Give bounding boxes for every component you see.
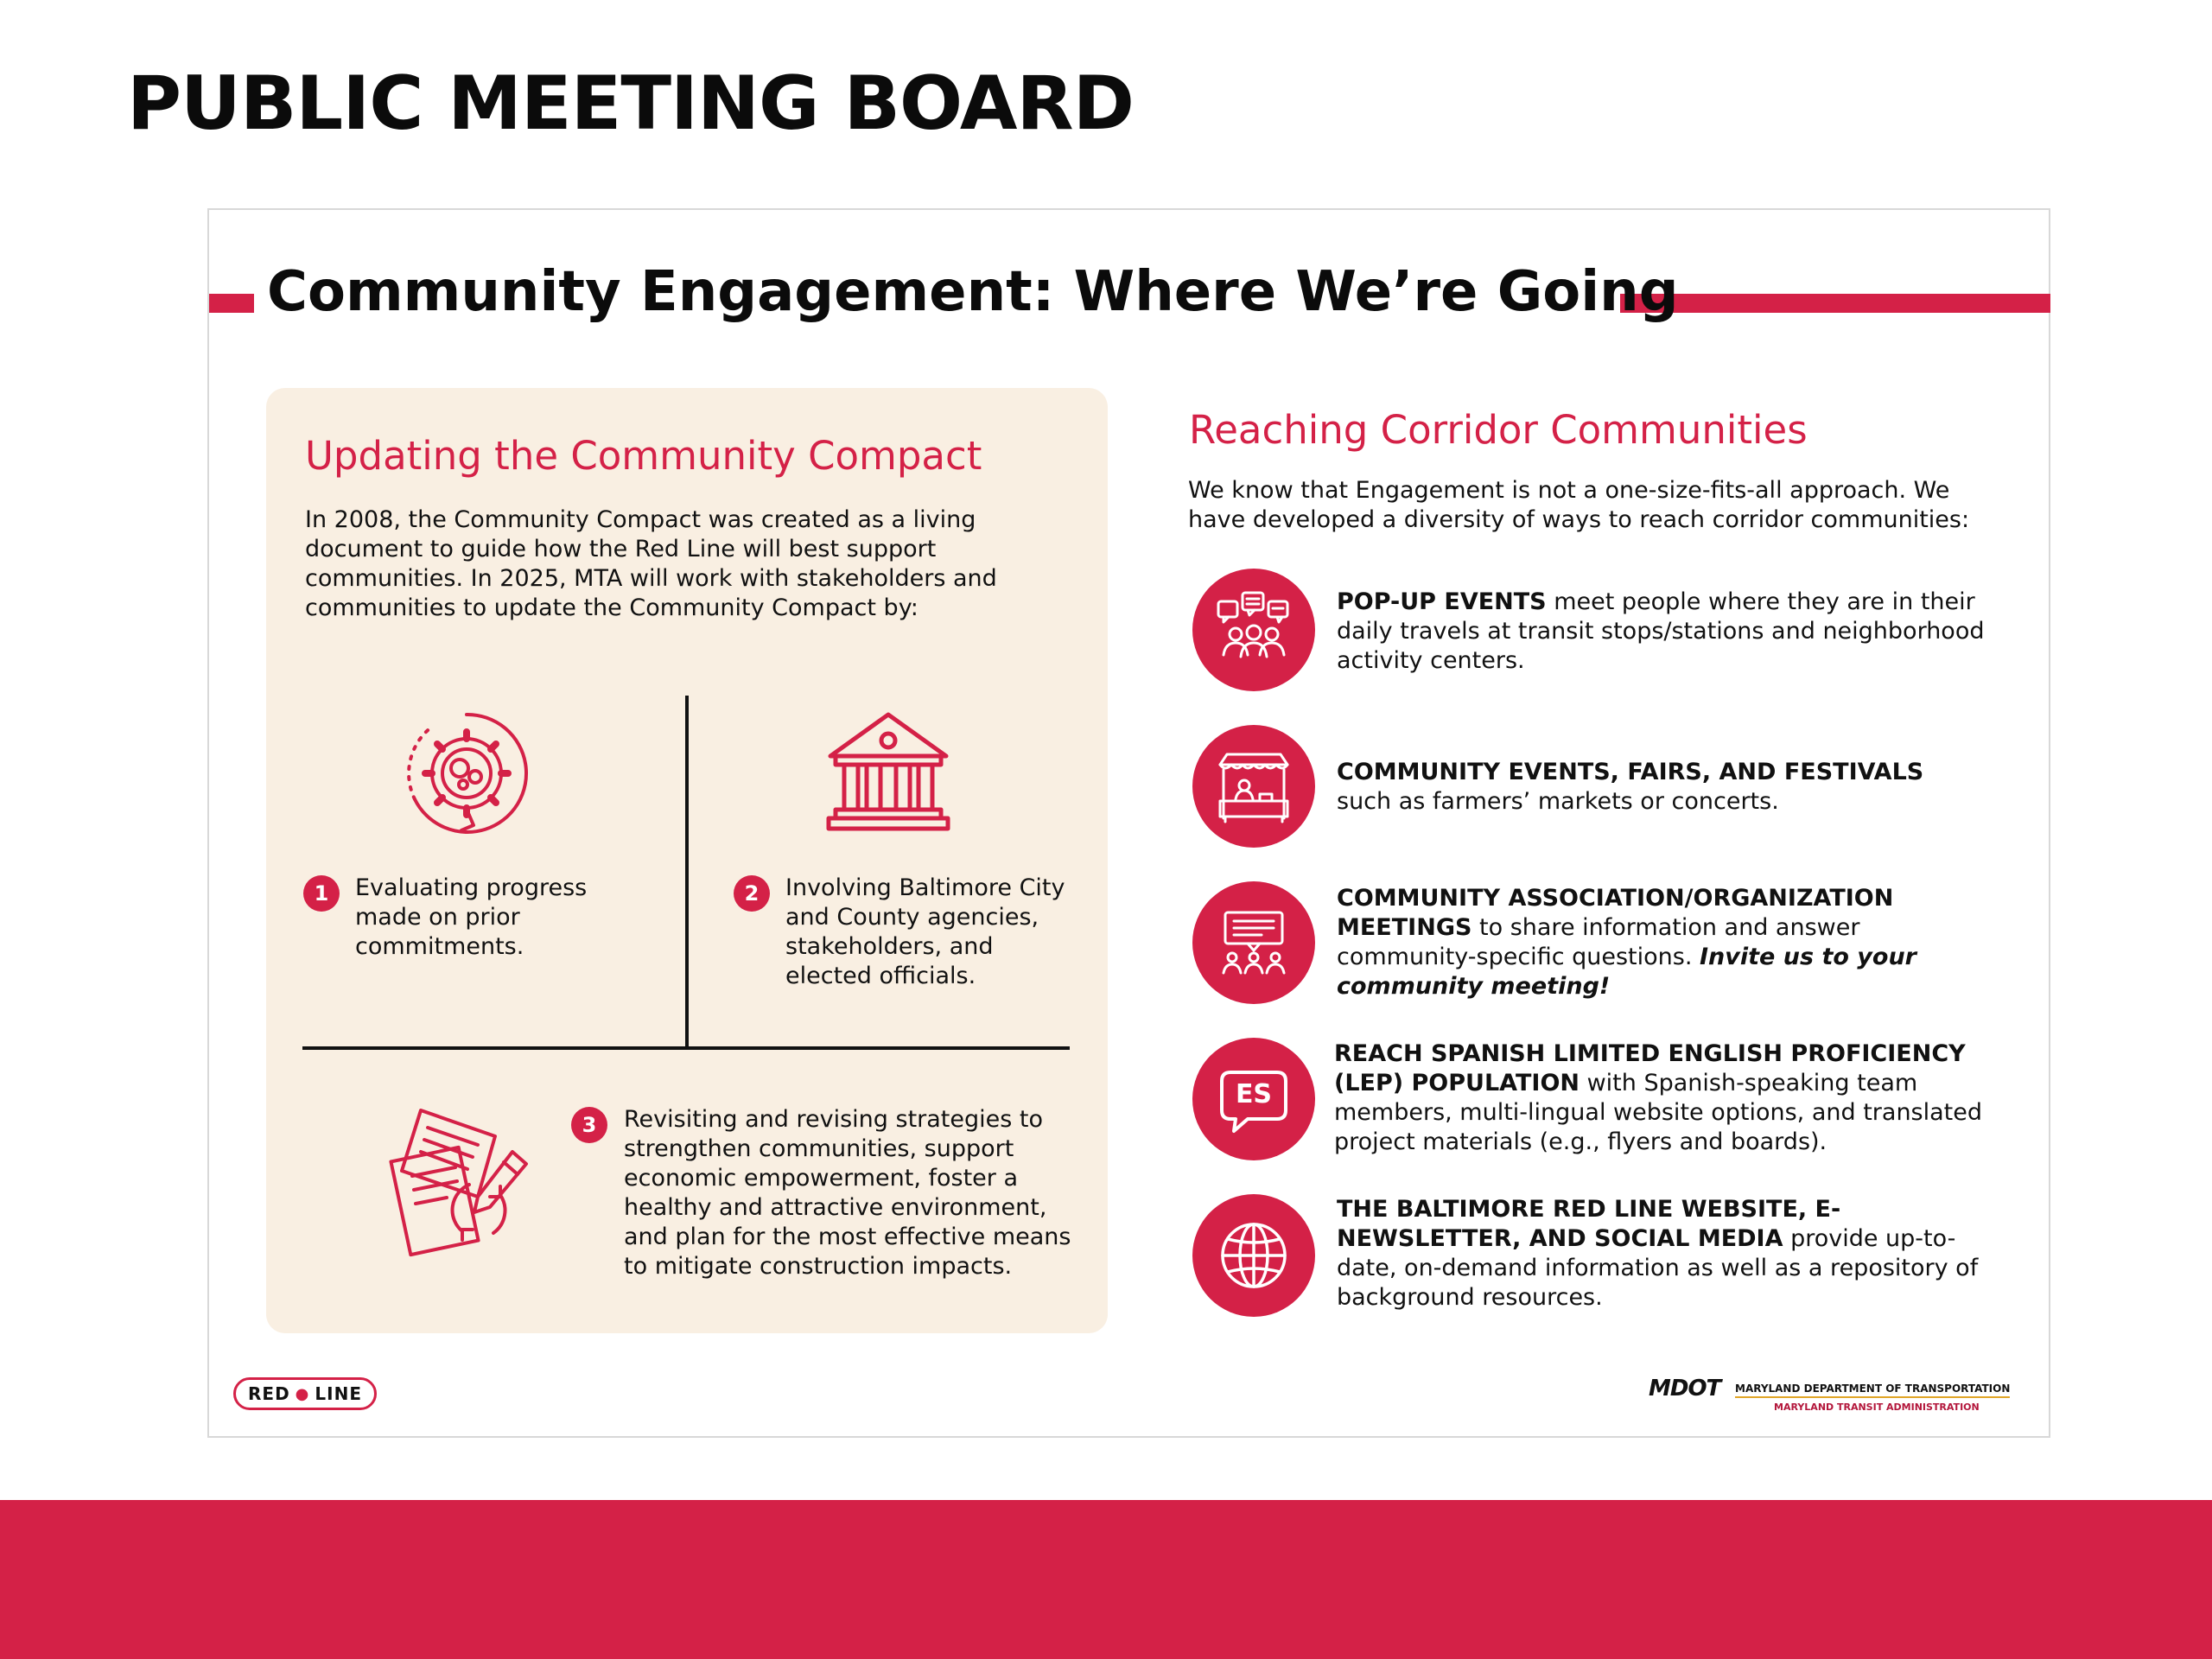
title-rule-right	[1620, 294, 2050, 313]
horizontal-divider	[302, 1046, 1070, 1050]
mdot-department: MARYLAND DEPARTMENT OF TRANSPORTATION	[1735, 1382, 2010, 1398]
step-badge-3: 3	[571, 1107, 607, 1143]
step-badge-2: 2	[734, 875, 770, 912]
method-spanish-text: with Spanish-speaking team members, multi-lingual website options, and translated project materials (e.g., flyers and boards).	[1334, 1070, 1983, 1155]
compact-heading: Updating the Community Compact	[305, 433, 982, 479]
method-popup-text: meet people where they are in their daily travels at transit stops/stations and neighborhood activity centers.	[1337, 588, 1985, 674]
globe-icon	[1192, 1194, 1315, 1317]
method-website-media	[1337, 1195, 1993, 1313]
mdot-logo	[1649, 1376, 2029, 1415]
corridor-intro: We know that Engagement is not a one-size-fits-all approach. We have developed a diversity of ways to reach corridor communities:	[1188, 477, 1970, 533]
method-spanish-lep	[1334, 1039, 1991, 1157]
step-text-3: Revisiting and revising strategies to strengthen communities, support economic empowerment, foster a healthy and attractive environment, and plan for the most effective means to mitigate construction impacts.	[624, 1106, 1071, 1280]
documents-revise-icon	[383, 1102, 538, 1257]
meeting-presentation-icon	[1192, 881, 1315, 1004]
step-text-2: Involving Baltimore City and County agencies, stakeholders, and elected officials.	[785, 874, 1065, 989]
method-meetings-title: COMMUNITY ASSOCIATION/ORGANIZATION MEETINGS	[1337, 885, 1894, 941]
method-events-title: COMMUNITY EVENTS, FAIRS, AND FESTIVALS	[1337, 759, 1924, 785]
red-line-logo-left: RED	[248, 1383, 290, 1404]
red-line-logo-right: LINE	[315, 1383, 362, 1404]
bottom-accent-band	[0, 1500, 2212, 1659]
title-rule-left	[209, 294, 254, 313]
method-events-text: such as farmers’ markets or concerts.	[1337, 788, 1779, 815]
red-line-logo	[233, 1377, 377, 1410]
corridor-heading: Reaching Corridor Communities	[1189, 407, 1808, 453]
page-title: PUBLIC MEETING BOARD	[127, 60, 1135, 147]
method-meetings-text: to share information and answer community-specific questions.	[1337, 914, 1860, 970]
method-community-events	[1337, 758, 1993, 817]
method-spanish-title: REACH SPANISH LIMITED ENGLISH PROFICIENCY (LEP) POPULATION	[1334, 1040, 1966, 1096]
method-popup-events	[1337, 588, 1993, 676]
red-line-mark-icon: ●	[295, 1384, 310, 1403]
method-website-title: THE BALTIMORE RED LINE WEBSITE, E-NEWSLETTER, AND SOCIAL MEDIA	[1337, 1196, 1841, 1252]
government-building-icon	[823, 706, 953, 836]
method-association-meetings	[1337, 884, 1993, 1001]
community-compact-panel	[266, 388, 1108, 1333]
mdot-administration: MARYLAND TRANSIT ADMINISTRATION	[1774, 1402, 1980, 1413]
spanish-speech-icon	[1192, 1038, 1315, 1160]
gear-cycle-icon	[397, 704, 536, 842]
method-website-text: provide up-to-date, on-demand information as well as a repository of background resources.	[1337, 1225, 1979, 1311]
method-meetings-emphasis: Invite us to your community meeting!	[1337, 944, 1916, 1000]
step-badge-1: 1	[303, 875, 340, 912]
market-booth-icon	[1192, 725, 1315, 848]
spanish-label: ES	[1235, 1079, 1273, 1109]
step-text-1: Evaluating progress made on prior commitments.	[355, 874, 588, 960]
people-chat-icon	[1192, 569, 1315, 691]
board-title: Community Engagement: Where We’re Going	[267, 260, 1679, 324]
method-popup-title: POP-UP EVENTS	[1337, 588, 1547, 615]
vertical-divider	[685, 696, 689, 1048]
mdot-mark: MDOT	[1649, 1376, 1721, 1402]
compact-intro: In 2008, the Community Compact was created as a living document to guide how the Red Line will best support communities. In 2025, MTA will work with stakeholders and communities to update the Community Compact by:	[305, 506, 997, 621]
